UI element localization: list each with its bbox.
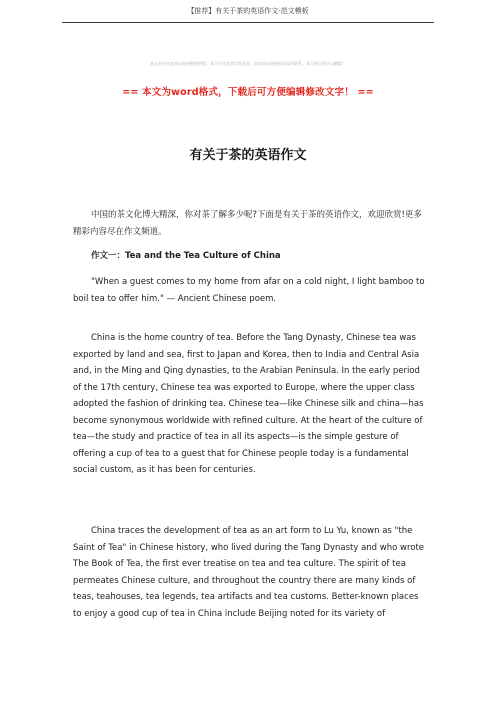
essay-paragraph-3: China traces the development of tea as an art form to Lu Yu, known as "the Saint of Tea" in Chinese history, who lived during the Tang Dynasty and who wrote The Book of Tea, the first ever treatise on tea and tea culture. The spirit of tea permeates Chinese culture, and throughout the country there are many kinds of teas, teahouses, tea legends, tea artifacts and tea customs. Better-known places to enjoy a good cup of tea in China include Beijing noted for its variety of <box>73 526 425 619</box>
word-format-notice: == 本文为word格式，下载后可方便编辑修改文字！ == <box>122 87 374 98</box>
essay-paragraph-2: China is the home country of tea. Before the Tang Dynasty, Chinese tea was exported by land and sea, first to Japan and Korea, then to India and Central Asia and, in the Ming and Qing dynasties, to the Arabian Peninsula. In the early period of the 17th century, Chinese tea was exported to Europe, where the upper class adopted the fashion of drinking tea. Chinese tea—like Chinese silk and china—has become synonymous worldwide with refined culture. At the heart of the culture of tea—the study and practice of tea in all its aspects—is the simple gesture of offering a cup of tea to a guest that for Chinese people today is a fundamental social custom, as it has been for centuries. <box>73 333 424 475</box>
disclaimer-note: 本文部分内容来自网络整理所得，本司不为其真实性负责，如有异议或侵权请及时联系，本司将立即予以删除！ <box>150 61 346 66</box>
page-header-title: 【推荐】有关于茶的英语作文-范文模板 <box>187 7 309 15</box>
essay-paragraph-1: "When a guest comes to my home from afar on a cold night, I light bamboo to boil tea to offer him." — Ancient Chinese poem. <box>73 277 425 304</box>
essay-heading: 作文一：Tea and the Tea Culture of China <box>91 251 281 261</box>
document-title: 有关于茶的英语作文 <box>189 148 307 163</box>
header-divider <box>62 22 434 23</box>
intro-paragraph: 中国的茶文化博大精深，你对茶了解多少呢?下面是有关于茶的英语作文，欢迎欣赏!更多精彩内容尽在作文频道。 <box>73 210 422 237</box>
